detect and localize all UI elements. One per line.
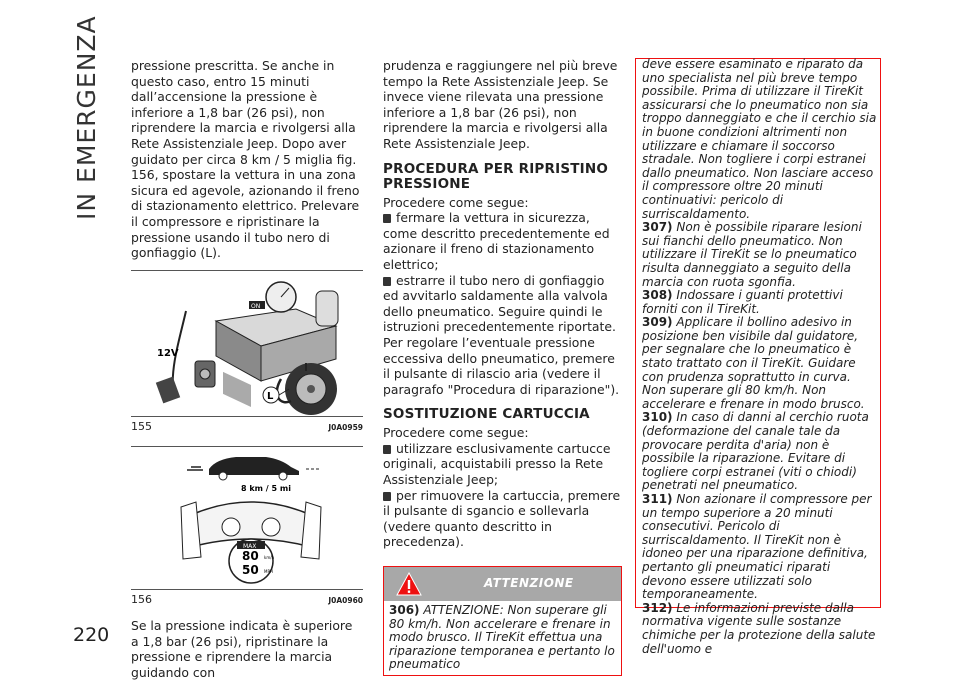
paragraph: prudenza e raggiungere nel più breve tempo la Rete Assistenziale Jeep. Se invece viene rilevata una pressione inferiore a 1,8 bar (26 psi), non riprendere la marcia e rivolgersi alla Rete Assistenziale Jeep. [383, 58, 618, 151]
sticker-kmh-value: 80 [242, 548, 259, 563]
on-label: ON [251, 302, 261, 310]
column-1 [131, 58, 363, 680]
figure-code: J0A0959 [328, 423, 363, 433]
note [642, 289, 877, 316]
paragraph: deve essere esaminato e riparato da uno specialista nel più breve tempo possibile. Prima di utilizzare il TireKit assicurarsi che lo pneumatico non sia troppo danneggiato e che il cerchio sia in buone condizioni altrimenti non utilizzare e chiamare il soccorso stradale. Non togliere i corpi estranei dallo pneumatico. Non lasciare acceso il compressore oltre 20 minuti continuativi: pericolo di surriscaldamento. [642, 57, 877, 221]
note-number: 310) [642, 410, 673, 425]
note-text: Applicare il bollino adesivo in posizione ben visibile dal guidatore, per segnalare che lo pneumatico è stato trattato con il TireKit. Guidare con prudenza soprattutto in curva. Non superare gli 80 km/h. Non accelerare e frenare in modo brusco. [642, 315, 865, 411]
section-heading: SOSTITUZIONE CARTUCCIA [383, 406, 590, 423]
section-title: IN EMERGENZA [72, 15, 101, 220]
bullet-icon [383, 214, 391, 223]
list-item-text: per rimuovere la cartuccia, premere il pulsante di sgancio e sollevarla (vedere quanto descritto in precedenza). [383, 487, 621, 550]
sticker-mph-value: 50 [242, 562, 259, 577]
note-number: 311) [642, 492, 673, 506]
list-item [383, 210, 622, 272]
column-2 [383, 58, 622, 676]
note-number: 307) [642, 220, 673, 235]
note [642, 316, 877, 411]
note-text: ATTENZIONE: Non superare gli 80 km/h. Non accelerare e frenare in modo brusco. Il TireKit effettua una riparazione temporanea e pertanto lo pneumatico [389, 603, 615, 672]
list-item [383, 273, 622, 398]
figure-155 [131, 270, 363, 436]
column-3 [635, 57, 881, 656]
bullet-icon [383, 445, 391, 454]
note-text: Non è possibile riparare lesioni sui fianchi dello pneumatico. Non utilizzare il TireKit se lo pneumatico risulta danneggiato a seguito della marcia con ruota sgonfia. [642, 220, 862, 289]
list-item [383, 488, 622, 550]
warning-text [384, 601, 621, 675]
note [642, 221, 877, 289]
note-text: In caso di danni al cerchio ruota (deformazione del canale tale da provocare perdita d'aria) non è possibile la riparazione. Evitare di togliere corpi estranei (viti o chiodi) penetrati nel pneumatico. [642, 410, 869, 493]
page-number: 220 [73, 624, 110, 646]
intro-text: Procedere come segue: [383, 425, 529, 441]
list-item-text: fermare la vettura in sicurezza, come descritto precedentemente ed azionare il freno di stazionamento elettrico; [383, 210, 610, 272]
sticker-unit-2: MPH [264, 568, 273, 574]
paragraph: Se la pressione indicata è superiore a 1,8 bar (26 psi), ripristinare la pressione e riprendere la marcia guidando con [131, 618, 353, 680]
l-label: L [267, 390, 274, 402]
list-item [383, 441, 622, 488]
12v-label: 12V [157, 347, 179, 359]
driving-sticker-illustration [131, 447, 363, 585]
divider [131, 589, 363, 590]
note-number: 309) [642, 315, 673, 330]
warning-header [384, 567, 621, 601]
figure-code: J0A0960 [328, 595, 363, 605]
paragraph: pressione prescritta. Se anche in questo caso, entro 15 minuti dall’accensione la pressione è inferiore a 1,8 bar (26 psi), non riprendere la marcia e rivolgersi alla Rete Assistenziale Jeep. Dopo aver guidato per circa 8 km / 5 miglia fig. 156, spostare la vettura in una zona sicura ed agevole, azionando il freno di stazionamento elettrico. Prelevare il compressore e ripristinare la pressione usando il tubo nero di gonfiaggio (L). [131, 58, 360, 261]
note-text: Indossare i guanti protettivi forniti con il TireKit. [642, 288, 843, 316]
note [642, 493, 877, 602]
figure-number: 156 [131, 592, 152, 606]
intro-text: Procedere come segue: [383, 194, 529, 210]
note-number: 308) [642, 288, 673, 303]
note-number: 306) [389, 603, 420, 618]
warning-continued [635, 57, 881, 656]
figure-156 [131, 446, 363, 608]
note-text: Non azionare il compressore per un tempo superiore a 20 minuti consecutivi. Pericolo di surriscaldamento. Il TireKit non è idoneo per una riparazione definitiva, pertanto gli pneumatici riparati devono essere utilizzati solo temporaneamente. [642, 492, 872, 602]
note-number: 312) [642, 600, 673, 615]
list-item-text: estrarre il tubo nero di gonfiaggio ed avvitarlo saldamente alla valvola dello pneumatico. Seguire quindi le istruzioni precedentemente riportate. Per regolare l’eventuale pressione eccessiva dello pneumatico, premere il pulsante di rilascio aria (vedere il paragrafo "Procedura di riparazione"). [383, 272, 620, 397]
note [642, 411, 877, 493]
note-text: Le informazioni previste dalla normativa vigente sulle sostanze chimiche per la protezione della salute dell'uomo e [642, 600, 876, 656]
section-heading: PROCEDURA PER RIPRISTINO PRESSIONE [383, 160, 609, 192]
sticker-unit: km/h [264, 554, 275, 560]
distance-label: 8 km / 5 mi [241, 483, 291, 493]
bullet-icon [383, 492, 391, 501]
note [642, 602, 877, 656]
figure-number: 155 [131, 420, 152, 434]
sticker-max: MAX [243, 542, 257, 550]
warning-title: ATTENZIONE [484, 576, 574, 591]
warning-box [383, 566, 622, 676]
warning-triangle-icon [396, 572, 422, 596]
divider [131, 416, 363, 417]
bullet-icon [383, 277, 391, 286]
compressor-illustration [131, 271, 363, 413]
list-item-text: utilizzare esclusivamente cartucce originali, acquistabili presso la Rete Assistenziale Jeep; [383, 440, 611, 488]
